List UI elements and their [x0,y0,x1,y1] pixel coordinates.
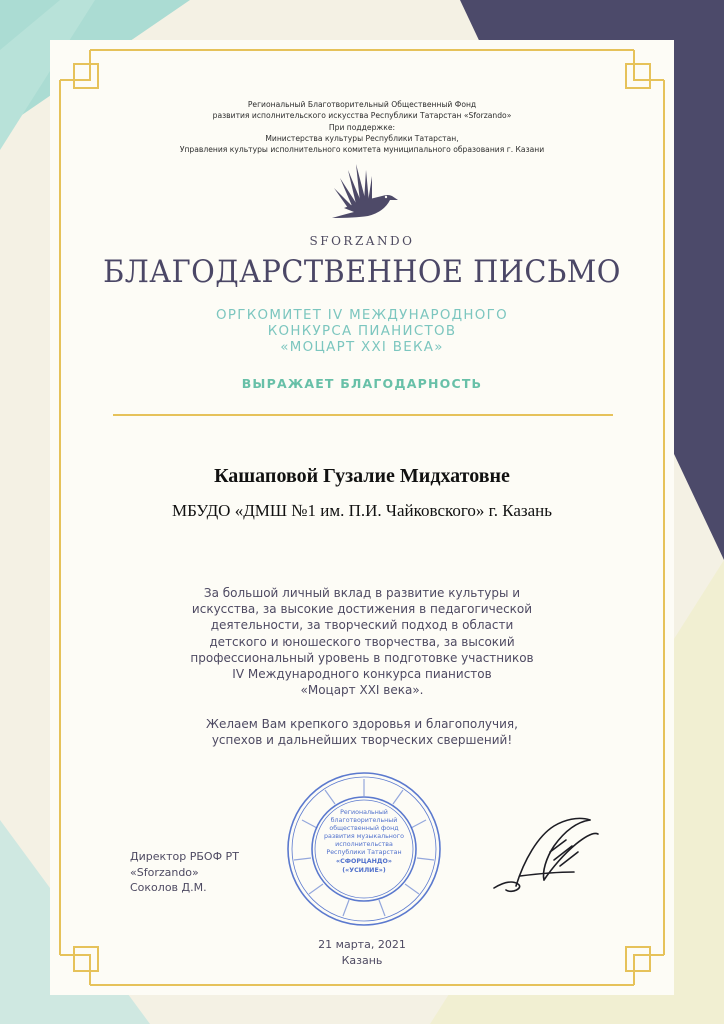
issue-place: Казань [341,954,383,967]
body-line: профессиональный уровень в подготовке участников [190,650,534,665]
expresses-gratitude: ВЫРАЖАЕТ БЛАГОДАРНОСТЬ [241,376,483,391]
seal-line: развития музыкального [324,833,404,840]
body-line: За большой личный вклад в развитие культуры и [203,586,521,600]
body-text [0,585,724,698]
recipient-name: Кашаповой Гузалие Мидхатовне [214,465,510,487]
organizer-line-2: КОНКУРСА ПИАНИСТОВ [267,324,457,339]
brand-name: SFORZANDO [309,234,415,248]
body-line: детского и юношеского творчества, за высокий [209,634,515,649]
header-block [0,99,724,155]
seal-line: Республики Татарстан [326,849,402,856]
seal-line: Региональный [340,809,388,816]
issue-date: 21 марта, 2021 [318,938,406,951]
body-line: деятельности, за творческий подход в области [210,618,514,633]
signatory-name: Соколов Д.М. [130,881,207,894]
seal-line: «СФОРЦАНДО» [336,858,392,865]
organizer-block [0,308,724,356]
organizer-line-1: ОРГКОМИТЕТ IV МЕЖДУНАРОДНОГО [216,308,508,323]
wish-text [0,716,724,748]
wish-line: успехов и дальнейших творческих свершений! [211,733,513,748]
body-line: IV Международного конкурса пианистов [232,667,492,682]
wish-line: Желаем Вам крепкого здоровья и благополучия, [206,717,518,731]
body-line: «Моцарт XXI века». [300,683,424,698]
signatory-block [130,849,239,896]
recipient-school: МБУДО «ДМШ №1 им. П.И. Чайковского» г. Казань [171,501,553,520]
seal-line: («УСИЛИЕ») [342,867,386,874]
header-line-5: Управления культуры исполнительного комитета муниципального образования г. Казани [179,145,545,155]
document-title: БЛАГОДАРСТВЕННОЕ ПИСЬМО [103,254,621,290]
organizer-line-3: «МОЦАРТ XXI ВЕКА» [280,340,444,355]
bird-logo-icon [326,162,402,226]
date-place-block [0,937,724,969]
separator-line [113,414,613,416]
body-line: искусства, за высокие достижения в педагогической [191,602,533,617]
round-stamp-icon [285,770,443,928]
signatory-title: Директор РБОФ РТ [130,850,239,863]
seal-line: общественный фонд [329,825,399,832]
seal-line: благотворительный [330,817,398,824]
header-line-2: развития исполнительского искусства Республики Татарстан «Sforzando» [212,111,512,121]
signatory-org: «Sforzando» [130,865,199,879]
header-line-3: При поддержке: [328,122,396,132]
header-line-4: Министерства культуры Республики Татарстан, [265,133,459,143]
header-line-1: Региональный Благотворительный Общественный Фонд [247,100,477,109]
handwritten-signature [490,810,602,908]
seal-line: исполнительства [335,841,393,848]
